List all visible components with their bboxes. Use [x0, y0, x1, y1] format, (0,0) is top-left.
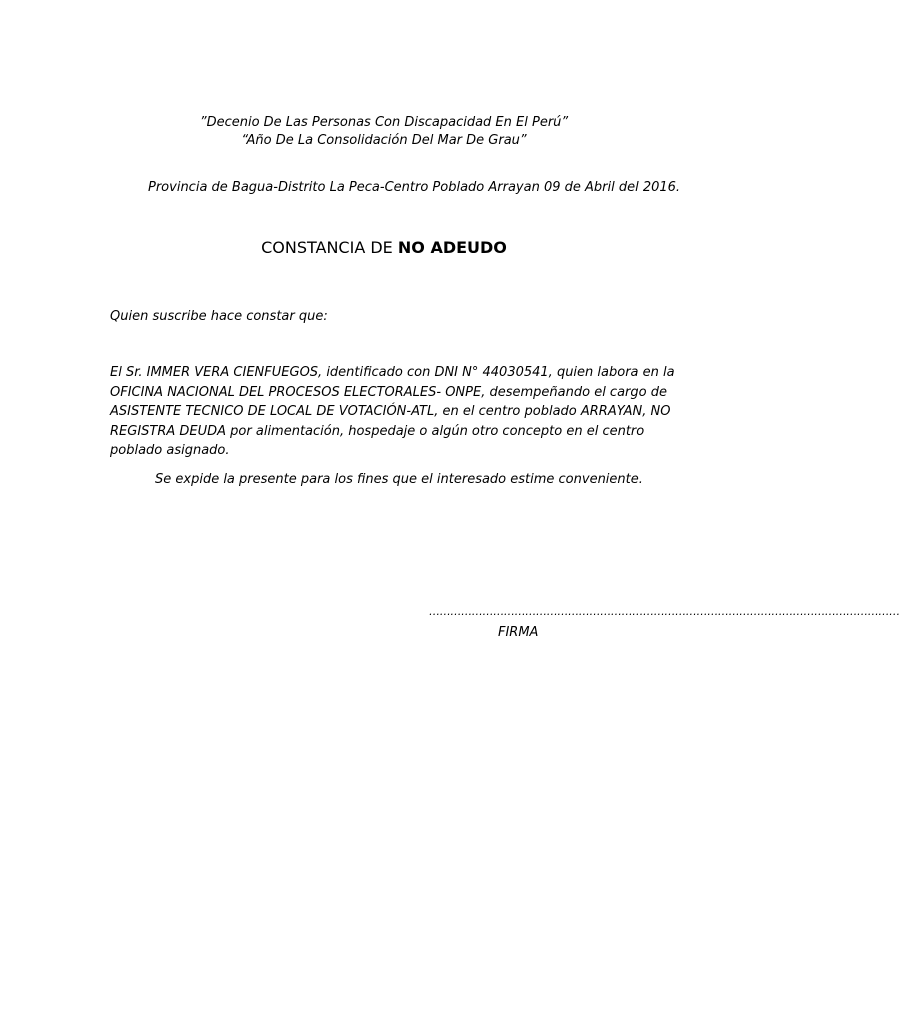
title-regular: CONSTANCIA DE: [261, 238, 398, 257]
signature-label: FIRMA: [498, 625, 539, 640]
year-motto: “Año De La Consolidación Del Mar De Grau”: [241, 133, 527, 148]
body-line: poblado asignado.: [110, 443, 230, 458]
body-paragraph: [110, 363, 675, 461]
body-line: OFICINA NACIONAL DEL PROCESOS ELECTORALES- ONPE, desempeñando el cargo de: [110, 384, 667, 400]
decade-motto: ”Decenio De Las Personas Con Discapacidad En El Perú”: [199, 115, 569, 130]
closing-statement: Se expide la presente para los fines que el interesado estime conveniente.: [155, 472, 643, 487]
document-title: [0, 237, 768, 259]
title-bold: NO ADEUDO: [397, 238, 507, 257]
signature-line: ……………………………………………………………………………………………………………………: [429, 605, 900, 618]
body-line: REGISTRA DEUDA por alimentación, hospedaje o algún otro concepto en el centro: [110, 423, 645, 439]
place-and-date: Provincia de Bagua-Distrito La Peca-Centro Poblado Arrayan 09 de Abril del 2016.: [148, 180, 681, 195]
body-line: El Sr. IMMER VERA CIENFUEGOS, identificado con DNI N° 44030541, quien labora en la: [110, 365, 675, 380]
intro-statement: Quien suscribe hace constar que:: [110, 309, 328, 324]
body-line: ASISTENTE TECNICO DE LOCAL DE VOTACIÓN-ATL, en el centro poblado ARRAYAN, NO: [110, 404, 671, 419]
